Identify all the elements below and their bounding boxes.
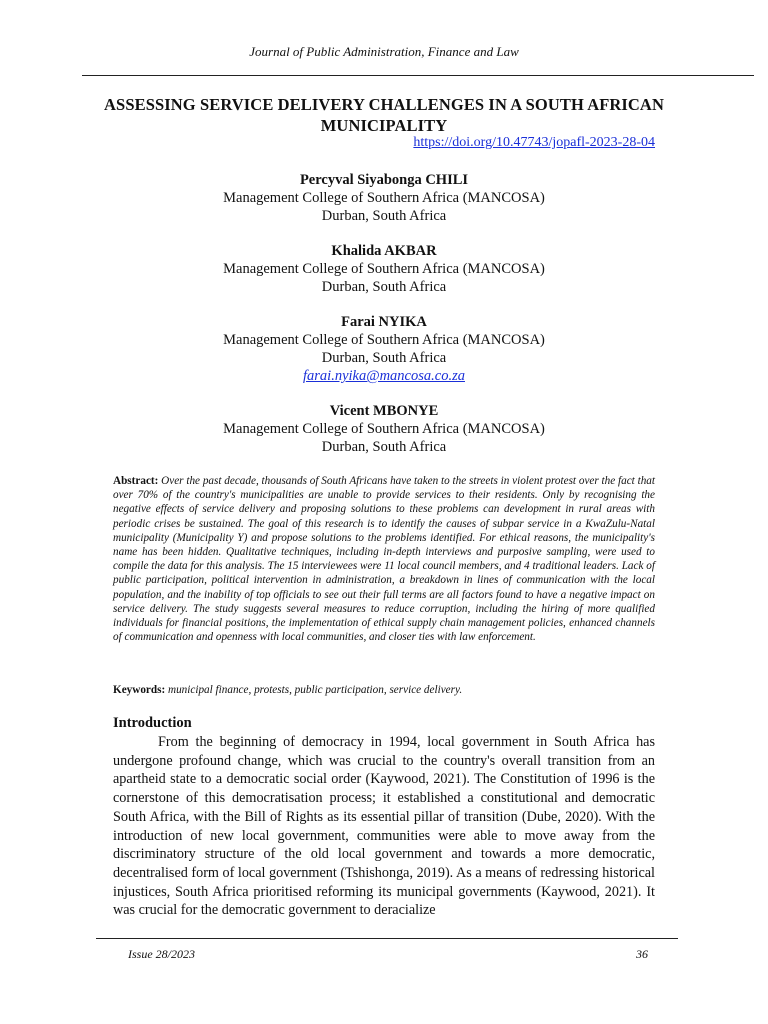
footer-divider	[96, 938, 678, 939]
author-affiliation: Management College of Southern Africa (MANCOSA)	[223, 332, 545, 348]
footer-issue: Issue 28/2023	[128, 947, 195, 961]
author-name: Khalida AKBAR	[331, 243, 437, 259]
author-affiliation: Management College of Southern Africa (MANCOSA)	[223, 261, 545, 277]
author-location: Durban, South Africa	[321, 208, 447, 224]
paper-title: ASSESSING SERVICE DELIVERY CHALLENGES IN A SOUTH AFRICAN MUNICIPALITY	[104, 95, 664, 135]
page-number: 36	[636, 947, 648, 961]
author-block	[0, 402, 768, 456]
author-affiliation: Management College of Southern Africa (MANCOSA)	[223, 421, 545, 437]
abstract-text: Over the past decade, thousands of South Africans have taken to the streets in violent protest over the fact that over 70% of the country's municipalities are unable to provide services to their residents. Only by recognising the negative effects of service delivery and proposing solutions to these problems can development in rural areas with periodic crises be sustained. The goal of this research is to identify the causes of subpar service in a KwaZulu-Natal municipality (Municipality Y) and propose solutions to the problems identified. For ethical reasons, the municipality's name has been hidden. Qualitative techniques, including in-depth interviews and purposive sampling, were used to compile the data for this analysis. The 15 interviewees were 11 local council members, and 4 traditional leaders. Lack of public participation, political intervention in administration, a breakdown in lines of communication with the local population, and the inability of top officials to see out their full terms are all factors found to have a negative impact on service delivery. The study suggests several measures to reduce corruption, including the hiring of more qualified individuals for financial positions, the implementation of ethical supply chain management policies, enhanced channels of communication and openness with local communities, and closer ties with law enforcement.	[113, 475, 656, 644]
author-location: Durban, South Africa	[321, 350, 447, 366]
header-divider	[82, 75, 754, 76]
author-name: Farai NYIKA	[341, 314, 427, 330]
author-location: Durban, South Africa	[321, 279, 447, 295]
author-block	[0, 171, 768, 225]
introduction-paragraph: From the beginning of democracy in 1994, local government in South Africa has undergone profound change, which was crucial to the country's overall transition from an apartheid state to a democratic social order (Kaywood, 2021). The Constitution of 1996 is the cornerstone of this democratisation process; it established a constitutional and democratic South Africa, with the Bill of Rights as its essential pillar of transition (Dube, 2020). With the introduction of new local government, communities were able to move away from the discriminatory structure of the old local government and towards a more democratic, decentralised form of local government (Tshishonga, 2019). As a means of redressing historical injustices, South Africa prioritised reforming its municipal governments (Kaywood, 2021). It was crucial for the democratic government to deracialize	[113, 734, 655, 919]
keywords	[113, 683, 655, 697]
keywords-text: municipal finance, protests, public participation, service delivery.	[168, 684, 463, 696]
abstract-label: Abstract:	[113, 475, 159, 487]
abstract	[113, 474, 655, 644]
author-email-link[interactable]: farai.nyika@mancosa.co.za	[303, 368, 465, 384]
journal-header: Journal of Public Administration, Finance and Law	[249, 44, 519, 59]
keywords-label: Keywords:	[113, 684, 166, 696]
author-location: Durban, South Africa	[321, 439, 447, 455]
author-affiliation: Management College of Southern Africa (MANCOSA)	[223, 190, 545, 206]
introduction-heading: Introduction	[113, 715, 192, 731]
author-block	[0, 242, 768, 296]
author-name: Percyval Siyabonga CHILI	[299, 172, 469, 188]
author-name: Vicent MBONYE	[329, 403, 439, 419]
doi-link[interactable]: https://doi.org/10.47743/jopafl-2023-28-04	[413, 135, 655, 150]
author-block	[0, 313, 768, 385]
